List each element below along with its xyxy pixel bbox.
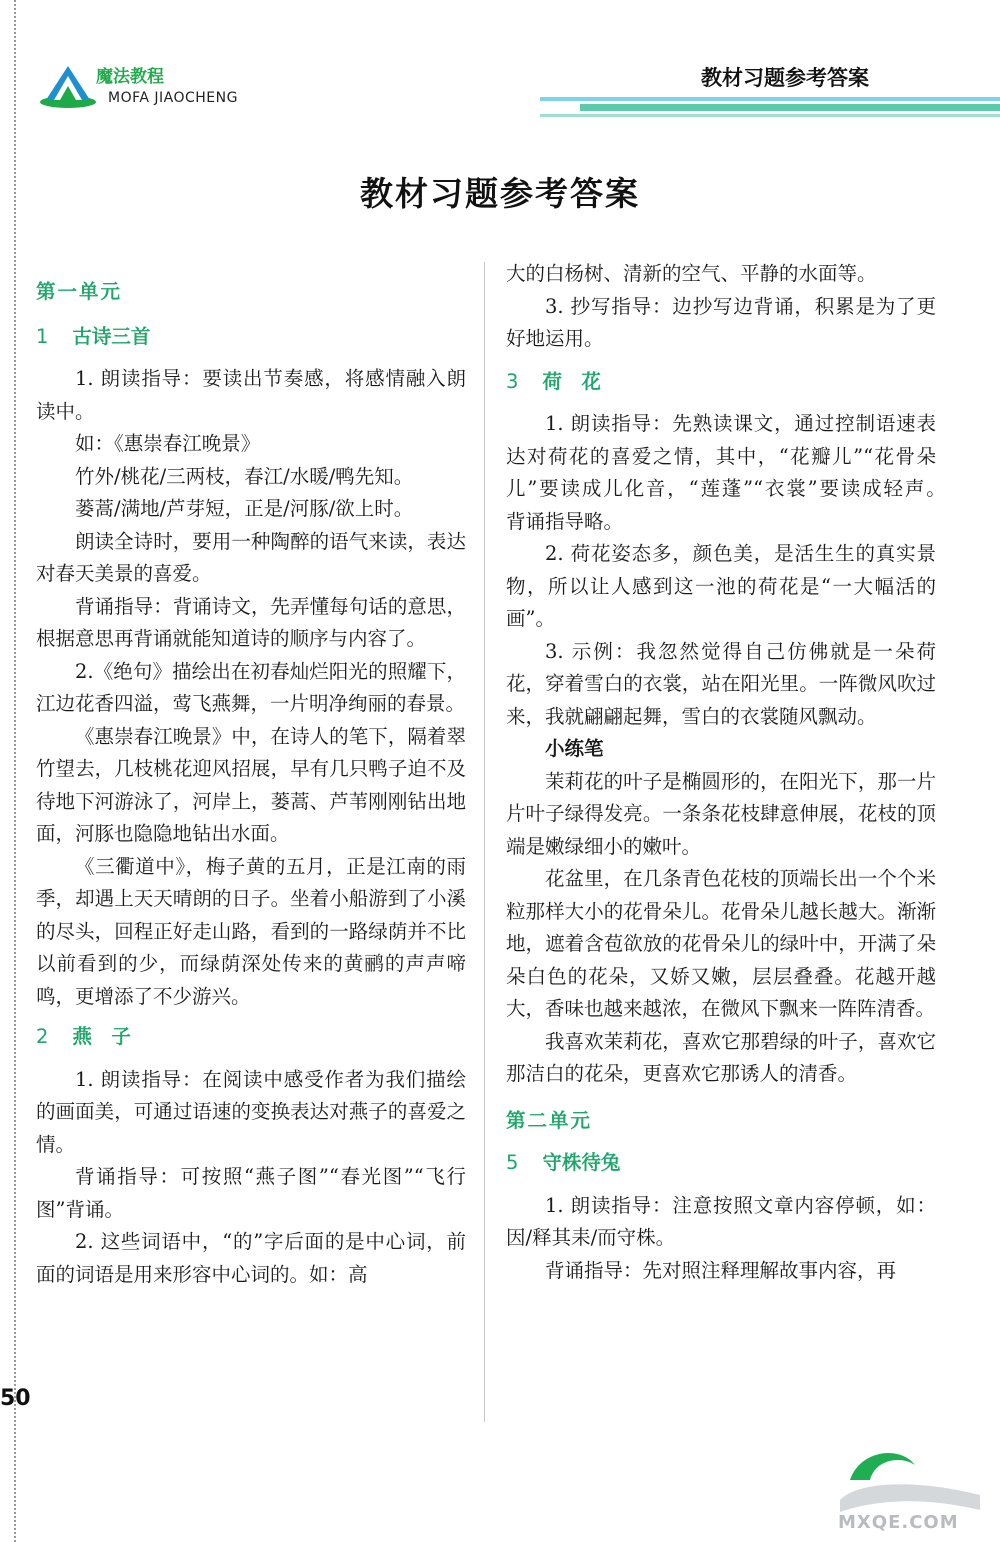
paragraph: 《三衢道中》，梅子黄的五月，正是江南的雨季，却遇上天天晴朗的日子。坐着小船游到了小溪的尽头，回程正好走山路，看到的一路绿荫并不比以前看到的少，而绿荫深处传来的黄鹂的声声啼鸣，更增添了不少游兴。 bbox=[36, 854, 466, 1008]
paragraph: 3. 抄写指导：边抄写边背诵，积累是为了更好地运用。 bbox=[506, 294, 936, 350]
header-rule-middle bbox=[580, 104, 1000, 111]
column-divider bbox=[484, 262, 485, 1422]
paragraph: 花盆里，在几条青色花枝的顶端长出一个个米粒那样大小的花骨朵儿。花骨朵儿越长越大。渐渐地，遮着含苞欲放的花骨朵儿的绿叶中，开满了朵朵白色的花朵，又娇又嫩，层层叠叠。花越开越大，香味也越来越浓，在微风下飘来一阵阵清香。 bbox=[506, 867, 936, 1020]
paragraph: 我喜欢茉莉花，喜欢它那碧绿的叶子，喜欢它那洁白的花朵，更喜欢它那诱人的清香。 bbox=[506, 1029, 936, 1085]
paragraph: 1. 朗读指导：先熟读课文，通过控制语速表达对荷花的喜爱之情，其中，“花瓣儿”“花骨朵儿”要读成儿化音，“莲蓬”“衣裳”要读成轻声。 背诵指导略。 bbox=[506, 412, 956, 533]
paragraph: 2. 这些词语中，“的”字后面的是中心词，前面的词语是用来形容中心词的。如：高 bbox=[36, 1230, 466, 1286]
publisher-logo bbox=[38, 60, 278, 115]
lesson-number: 3 bbox=[506, 369, 519, 393]
lesson-heading-1 bbox=[36, 321, 466, 354]
watermark-text: MXQE.COM bbox=[838, 1512, 959, 1533]
lesson-title: 荷 花 bbox=[542, 369, 601, 393]
unit-heading-1: 第一单元 bbox=[36, 280, 123, 303]
lesson-title: 古诗三首 bbox=[72, 324, 151, 348]
paragraph: 1. 朗读指导：要读出节奏感，将感情融入朗读中。 bbox=[36, 367, 466, 423]
header-rule-top bbox=[540, 97, 1000, 101]
right-column bbox=[506, 258, 956, 1448]
paragraph: 2. 荷花姿态多，颜色美，是活生生的真实景物，所以让人感到这一池的荷花是“一大幅活的画”。 bbox=[506, 542, 936, 630]
page-number: 50 bbox=[0, 1386, 31, 1411]
paragraph: 如：《惠崇春江晚景》 bbox=[75, 432, 261, 455]
logo-english-text: MOFA JIAOCHENG bbox=[108, 90, 238, 106]
paragraph: 背诵指导：背诵诗文，先弄懂每句话的意思，根据意思再背诵就能知道诗的顺序与内容了。 bbox=[36, 594, 466, 650]
lesson-title: 守株待兔 bbox=[542, 1151, 621, 1174]
lesson-title: 燕 子 bbox=[72, 1025, 131, 1048]
lesson-heading-2 bbox=[36, 1021, 466, 1054]
logo-chinese-text: 魔法教程 bbox=[96, 67, 164, 87]
paragraph: 1. 朗读指导：注意按照文章内容停顿，如：因/释其耒/而守株。 bbox=[506, 1193, 936, 1249]
paragraph: 大的白杨树、清新的空气、平静的水面等。 bbox=[506, 262, 877, 285]
binding-dotted-line bbox=[14, 0, 16, 1542]
subheading-practice: 小练笔 bbox=[545, 737, 604, 760]
left-column bbox=[36, 258, 466, 1448]
paragraph: 背诵指导：先对照注释理解故事内容，再 bbox=[545, 1258, 897, 1282]
paragraph: 2.《绝句》描绘出在初春灿烂阳光的照耀下，江边花香四溢，莺飞燕舞，一片明净绚丽的春景。 bbox=[36, 659, 466, 715]
paragraph: 蒌蒿/满地/芦芽短，正是/河豚/欲上时。 bbox=[75, 497, 414, 520]
header-rule-bottom bbox=[540, 114, 1000, 117]
lesson-heading-5 bbox=[506, 1147, 936, 1180]
lesson-number: 5 bbox=[506, 1151, 519, 1174]
lesson-number: 2 bbox=[36, 1025, 49, 1048]
lesson-number: 1 bbox=[36, 324, 49, 348]
unit-heading-2: 第二单元 bbox=[506, 1108, 593, 1132]
paragraph: 《惠崇春江晚景》中，在诗人的笔下，隔着翠竹望去，几枝桃花迎风招展，早有几只鸭子迫不及待地下河游泳了，河岸上，蒌蒿、芦苇刚刚钻出地面，河豚也隐隐地钻出水面。 bbox=[36, 724, 466, 845]
paragraph: 竹外/桃花/三两枝，春江/水暖/鸭先知。 bbox=[75, 464, 414, 488]
paragraph: 3. 示例：我忽然觉得自己仿佛就是一朵荷花，穿着雪白的衣裳，站在阳光里。一阵微风吹过来，我就翩翩起舞，雪白的衣裳随风飘动。 bbox=[506, 639, 936, 728]
paragraph: 朗读全诗时，要用一种陶醉的语气来读，表达对春天美景的喜爱。 bbox=[36, 529, 466, 585]
paragraph: 1. 朗读指导：在阅读中感受作者为我们描绘的画面美，可通过语速的变换表达对燕子的喜爱之情。 bbox=[36, 1067, 466, 1156]
page-title: 教材习题参考答案 bbox=[360, 174, 640, 213]
lesson-heading-3 bbox=[506, 366, 936, 399]
header-section-title: 教材习题参考答案 bbox=[701, 66, 869, 90]
paragraph: 背诵指导：可按照“燕子图”“春光图”“飞行图”背诵。 bbox=[36, 1165, 466, 1221]
paragraph: 茉莉花的叶子是椭圆形的，在阳光下，那一片片叶子绿得发亮。一条条花枝肆意伸展，花枝的顶端是嫩绿细小的嫩叶。 bbox=[506, 769, 936, 858]
